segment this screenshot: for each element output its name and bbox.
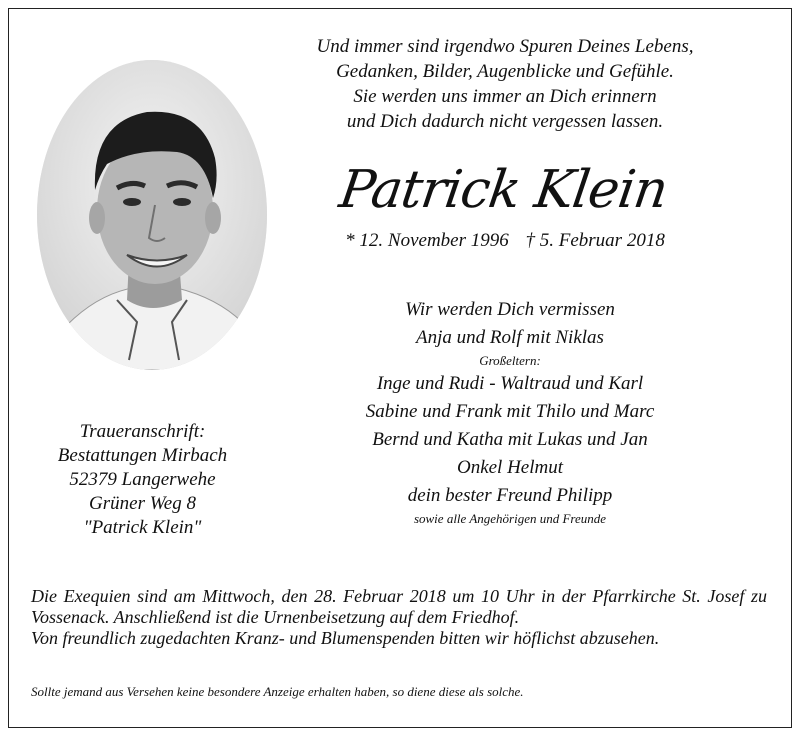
- portrait-illustration: [37, 60, 267, 370]
- mourners-others: sowie alle Angehörigen und Freunde: [413, 511, 607, 526]
- mourners-list: [300, 296, 720, 528]
- address-line: "Patrick Klein": [83, 517, 202, 538]
- mourners-parents: Anja und Rolf mit Niklas: [416, 327, 604, 348]
- address-line: Grüner Weg 8: [89, 493, 196, 514]
- address-line: 52379 Langerwehe: [69, 469, 216, 490]
- service-notice: [31, 586, 767, 649]
- mourners-grandparents: Inge und Rudi - Waltraud und Karl: [376, 373, 644, 394]
- mourners-family: Sabine und Frank mit Thilo und Marc: [365, 401, 655, 422]
- life-dates: [260, 230, 750, 252]
- mourners-family: Onkel Helmut: [456, 457, 564, 478]
- mourners-family: dein bester Freund Philipp: [407, 485, 613, 506]
- poem-line: Gedanken, Bilder, Augenblicke und Gefühle.: [336, 61, 674, 82]
- address-line: Bestattungen Mirbach: [57, 445, 228, 466]
- death-date: † 5. Februar 2018: [525, 230, 665, 251]
- flower-request: Von freundlich zugedachten Kranz- und Blumenspenden bitten wir höflichst abzusehen.: [31, 628, 660, 648]
- address-label: Traueranschrift:: [79, 421, 206, 442]
- funeral-address: [30, 420, 255, 540]
- birth-date: * 12. November 1996: [345, 230, 509, 251]
- service-details: Die Exequien sind am Mittwoch, den 28. Februar 2018 um 10 Uhr in der Pfarrkirche St. Josef zu Vossenack. Anschließend ist die Urnenbeisetzung auf dem Friedhof.: [31, 586, 767, 627]
- poem-line: und Dich dadurch nicht vergessen lassen.: [346, 111, 664, 132]
- mourners-family: Bernd und Katha mit Lukas und Jan: [372, 429, 648, 450]
- deceased-name: Patrick Klein: [335, 160, 671, 220]
- grandparents-label: Großeltern:: [479, 353, 541, 368]
- poem-line: Und immer sind irgendwo Spuren Deines Lebens,: [316, 36, 694, 57]
- mourners-intro: Wir werden Dich vermissen: [405, 299, 615, 320]
- footnote: Sollte jemand aus Versehen keine besondere Anzeige erhalten haben, so diene diese als solche.: [31, 684, 524, 699]
- poem-line: Sie werden uns immer an Dich erinnern: [353, 86, 657, 107]
- poem: [260, 34, 750, 134]
- portrait-photo: [37, 60, 267, 370]
